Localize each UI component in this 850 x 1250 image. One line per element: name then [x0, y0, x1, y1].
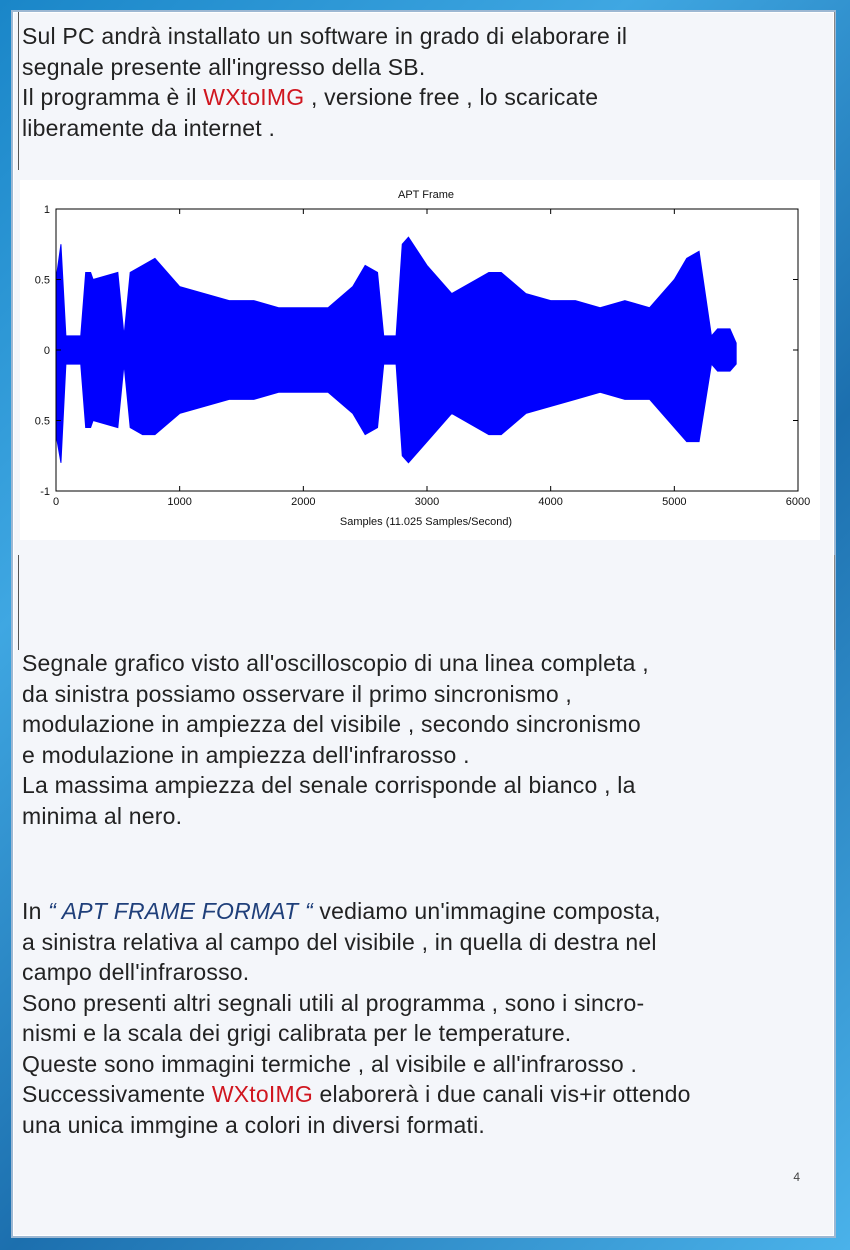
- y-tick-label: 0.5: [34, 415, 50, 428]
- intro-line-3-post: , versione free , lo scaricate: [304, 84, 599, 110]
- apt-line-5: nismi e la scala dei grigi calibrata per le temperature.: [22, 1020, 572, 1046]
- left-margin-line-mid: [18, 555, 19, 650]
- x-tick-label: 4000: [538, 496, 563, 508]
- intro-line-3: [22, 82, 627, 113]
- chart-x-axis-label: Samples (11.025 Samples/Second): [339, 516, 513, 528]
- intro-line-2: segnale presente all'ingresso della SB.: [22, 53, 426, 80]
- apt-line-8: una unica immgine a colori in diversi formati.: [22, 1111, 486, 1138]
- apt-line-3: campo dell'infrarosso.: [22, 959, 250, 985]
- right-margin-line-mid: [834, 555, 835, 650]
- x-tick-label: 3000: [414, 496, 440, 508]
- desc-line-5: La massima ampiezza del senale corrisponde al bianco , la: [22, 772, 636, 798]
- intro-line-1: Sul PC andrà installato un software in grado di elaborare il: [22, 23, 628, 49]
- apt-line-1-post: vediamo un'immagine composta,: [312, 898, 661, 924]
- apt-paragraph: [22, 896, 691, 1140]
- apt-frame-format-quote: “ APT FRAME FORMAT “: [48, 898, 313, 924]
- intro-line-4: liberamente da internet .: [22, 114, 276, 141]
- y-tick-label: 1: [43, 204, 50, 216]
- desc-line-4: e modulazione in ampiezza dell'infrarosso .: [22, 741, 470, 768]
- left-margin-line-top: [18, 12, 19, 170]
- apt-line-1-pre: In: [22, 898, 49, 924]
- x-tick-label: 0: [52, 496, 60, 508]
- apt-line-7-pre: Successivamente: [22, 1081, 212, 1107]
- desc-line-3: modulazione in ampiezza del visibile , secondo sincronismo: [22, 711, 641, 737]
- right-margin-line-top: [834, 12, 835, 170]
- x-tick-label: 2000: [291, 496, 316, 508]
- intro-line-3-pre: Il programma è il: [22, 84, 204, 110]
- intro-paragraph: [22, 21, 627, 143]
- software-name: WXtoIMG: [203, 84, 305, 110]
- software-name-2: WXtoIMG: [211, 1081, 313, 1107]
- y-tick-label: 0.5: [34, 274, 50, 287]
- x-tick-label: 1000: [167, 496, 192, 508]
- desc-line-6: minima al nero.: [22, 802, 183, 829]
- apt-frame-chart: [20, 180, 820, 540]
- apt-line-2: a sinistra relativa al campo del visibile , in quella di destra nel: [22, 928, 657, 955]
- apt-line-1: [22, 896, 691, 927]
- description-paragraph: [22, 648, 649, 831]
- x-tick-label: 6000: [785, 496, 811, 508]
- y-tick-label: 0: [43, 345, 50, 357]
- desc-line-2: da sinistra possiamo osservare il primo sincronismo ,: [22, 680, 573, 707]
- apt-line-6: Queste sono immagini termiche , al visibile e all'infrarosso .: [22, 1050, 638, 1077]
- apt-line-7-post: elaborerà i due canali vis+ir ottendo: [312, 1081, 691, 1107]
- apt-line-4: Sono presenti altri segnali utili al programma , sono i sincro-: [22, 989, 645, 1016]
- desc-line-1: Segnale grafico visto all'oscilloscopio di una linea completa ,: [22, 650, 649, 676]
- x-tick-label: 5000: [662, 496, 687, 508]
- chart-title: APT Frame: [397, 189, 455, 201]
- page-number: 4: [793, 1170, 800, 1184]
- apt-line-7: [22, 1079, 691, 1110]
- y-tick-label: -1: [40, 486, 50, 498]
